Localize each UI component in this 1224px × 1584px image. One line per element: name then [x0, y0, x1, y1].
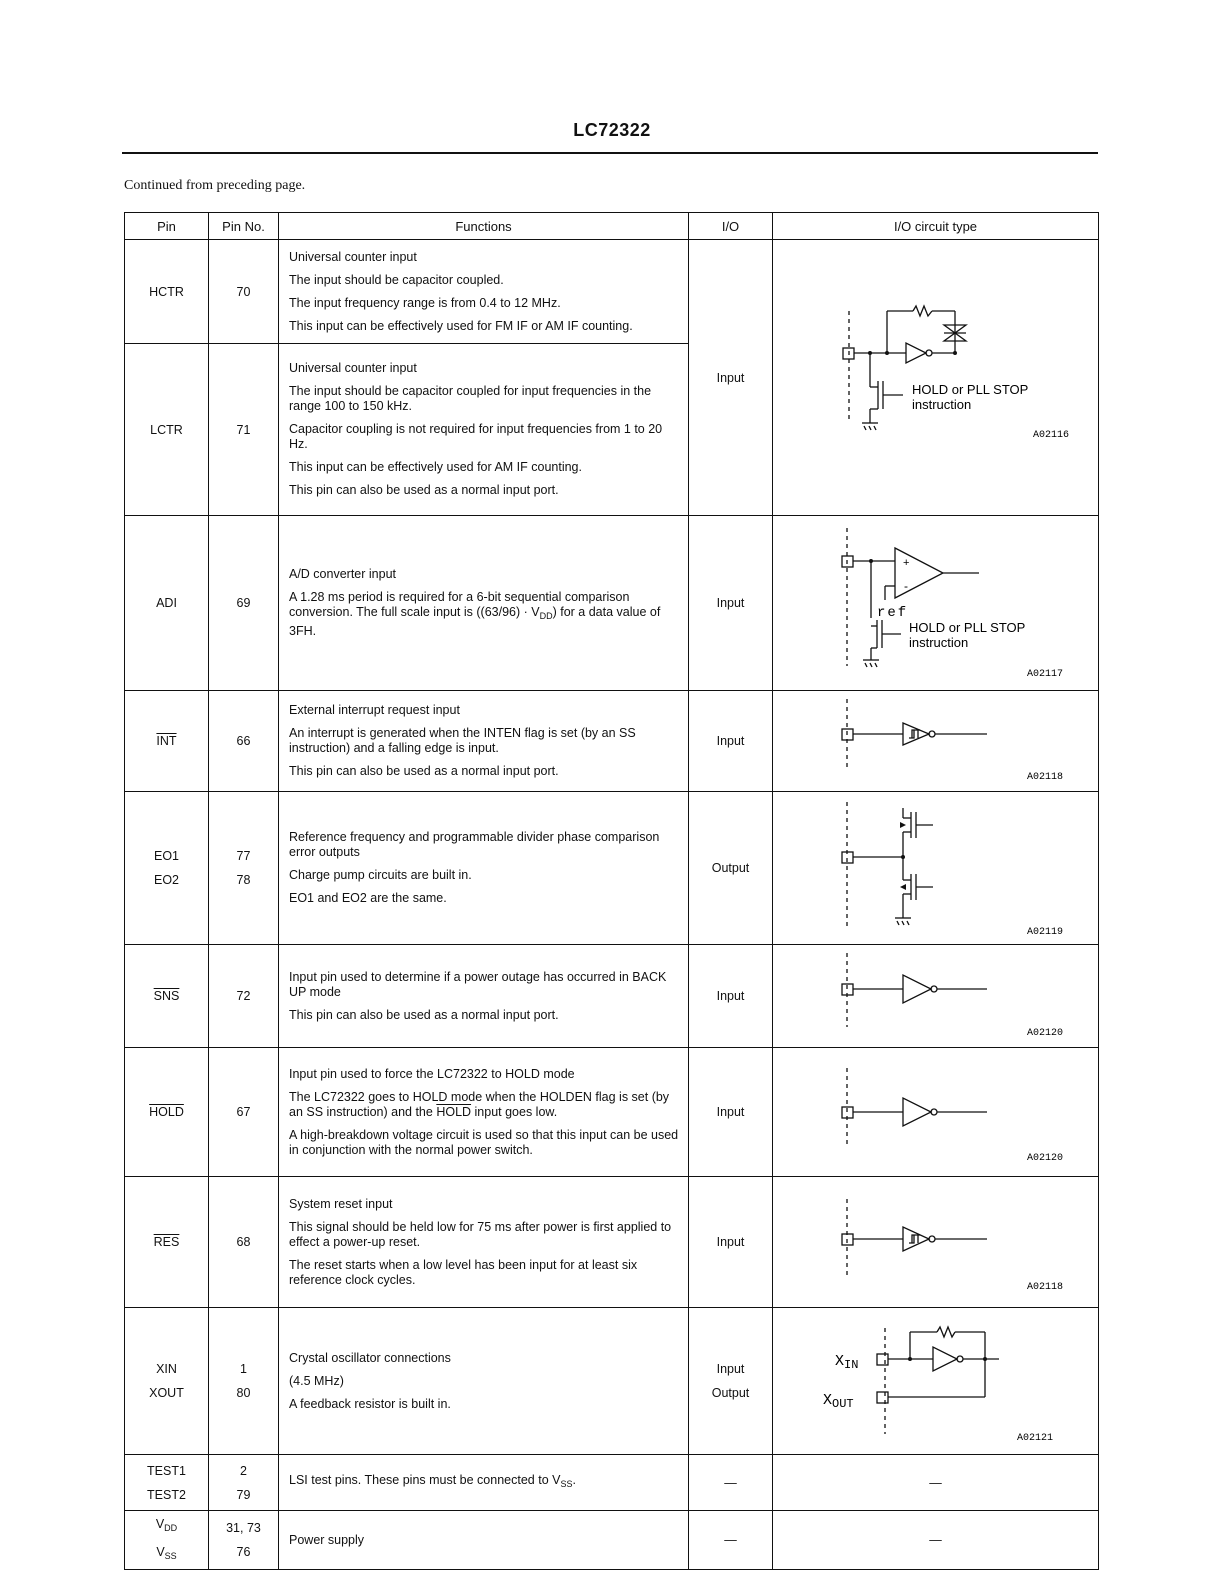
function-text-part: LSI test pins. These pins must be connected to V: [289, 1473, 561, 1487]
pin-name-text: HOLD: [149, 1105, 184, 1119]
function-text: This input can be effectively used for FM IF or AM IF counting.: [289, 318, 633, 333]
charge-pump-output-circuit: [773, 792, 1099, 945]
figure-code: A02119: [1027, 927, 1064, 938]
pin-name-text: TEST1: [147, 1463, 186, 1478]
function-text: Power supply: [289, 1532, 365, 1547]
pin-number-text: 31, 73: [226, 1521, 261, 1535]
io-type: —: [689, 1455, 773, 1511]
pin-name: HCTR: [125, 240, 209, 344]
adc-circuit-diagram: [773, 516, 1099, 690]
pin-name-text: EO2: [153, 873, 179, 887]
io-type-text: Output: [711, 1386, 750, 1400]
instruction-label: instruction: [909, 635, 969, 650]
minus-sign: -: [904, 579, 908, 593]
pin-name: [125, 792, 209, 945]
figure-code: A02120: [1027, 1153, 1064, 1164]
function-text: Input pin used to determine if a power outage has occurred in BACK UP mode: [289, 969, 667, 999]
function-cell: [279, 1455, 689, 1511]
pin-name: [125, 691, 209, 792]
pin-name-text: V: [156, 1545, 165, 1559]
function-text: A/D converter input: [289, 567, 396, 581]
page-title: LC72322: [573, 120, 651, 140]
function-cell: [279, 1308, 689, 1455]
counter-circuit-diagram: [773, 241, 1099, 515]
function-cell: [279, 945, 689, 1048]
function-text: External interrupt request input: [289, 703, 460, 717]
ref-label: ref: [877, 605, 909, 621]
pin-name: [125, 945, 209, 1048]
pin-number: 69: [209, 516, 279, 691]
function-text: Reference frequency and programmable divider phase comparison error outputs: [289, 830, 660, 859]
pin-number: [209, 1511, 279, 1570]
function-cell: [279, 1511, 689, 1570]
io-type: Input: [689, 1177, 773, 1308]
xtal-circuit-diagram: [773, 1308, 1099, 1454]
function-text: This signal should be held low for 75 ms after power is first applied to effect a power-up reset.: [289, 1219, 672, 1249]
hold-circuit-diagram: [773, 1048, 1099, 1176]
function-text: This pin can also be used as a normal input port.: [289, 483, 559, 497]
pin-number-text: 79: [236, 1487, 251, 1502]
pin-name: [125, 1048, 209, 1177]
schmitt-input-circuit: [773, 691, 1099, 792]
circuit-type: —: [773, 1455, 1099, 1511]
pin-name-text: $\overline{SNS}$: [153, 989, 180, 1003]
table-row: [125, 1308, 1099, 1455]
pin-subscript: DD: [164, 1523, 178, 1533]
table-row: [125, 1511, 1099, 1570]
xout-letter: X: [823, 1392, 833, 1409]
pin-number: [209, 1455, 279, 1511]
col-header-io: I/O: [689, 213, 773, 240]
function-text: The reset starts when a low level has been input for at least six reference clock cycles.: [289, 1257, 638, 1287]
plus-sign: +: [903, 557, 910, 569]
pin-number: 68: [209, 1177, 279, 1308]
input-buffer-circuit: [773, 1048, 1099, 1177]
crystal-oscillator-circuit: [773, 1308, 1099, 1455]
figure-code: A02116: [1033, 429, 1070, 441]
pin-number: [209, 792, 279, 945]
function-text-part: The LC72322 goes to HOLD mode when the HOLDEN flag is set (by an SS instruction) and the: [289, 1089, 670, 1119]
function-text: [289, 1473, 680, 1492]
pin-number-text: 1: [240, 1362, 247, 1376]
pin-name: [125, 1177, 209, 1308]
io-type-text: Input: [716, 1362, 745, 1376]
pin-name-text: $\overline{INT}$: [156, 734, 177, 748]
xout-subscript: OUT: [832, 1397, 854, 1411]
sns-circuit-diagram: [773, 945, 1099, 1047]
function-text: Input pin used to force the LC72322 to HOLD mode: [289, 1066, 575, 1081]
io-type: —: [689, 1511, 773, 1570]
figure-code: A02117: [1027, 669, 1064, 680]
function-text: A feedback resistor is built in.: [289, 1396, 451, 1411]
pin-number-text: 76: [236, 1545, 251, 1559]
io-type: [689, 1308, 773, 1455]
pin-name: LCTR: [125, 344, 209, 516]
pin-number: [209, 1308, 279, 1455]
function-text: Universal counter input: [289, 249, 417, 264]
function-text-part: A 1.28 ms period is required for a 6-bit sequential comparison conversion. The full scale input is ((63/96) · V: [289, 590, 630, 619]
xin-label: [835, 1353, 858, 1372]
pin-number: 72: [209, 945, 279, 1048]
function-text: Charge pump circuits are built in.: [289, 868, 472, 882]
function-text: The input should be capacitor coupled for input frequencies in the range 100 to 150 kHz.: [289, 384, 652, 413]
hold-pll-stop-label: HOLD or PLL STOP: [909, 620, 1026, 635]
io-type: Input: [689, 691, 773, 792]
vss-pin: [126, 1540, 207, 1568]
io-type: Input: [689, 516, 773, 691]
function-cell: [279, 516, 689, 691]
xin-subscript: IN: [844, 1358, 859, 1372]
title-rule: [122, 152, 1098, 154]
pin-name-text: XOUT: [149, 1386, 184, 1400]
function-text: A high-breakdown voltage circuit is used so that this input can be used in conjunction with the normal power switch.: [289, 1127, 679, 1157]
pin-number-text: 80: [236, 1386, 251, 1400]
table-row: [125, 1048, 1099, 1177]
function-cell: [279, 691, 689, 792]
pin-name-text: $\overline{RES}$: [153, 1235, 180, 1249]
vdd-pin: [126, 1512, 207, 1540]
io-type: Input: [689, 1048, 773, 1177]
table-row: [125, 945, 1099, 1048]
function-cell: [279, 344, 689, 516]
res-circuit-diagram: [773, 1177, 1099, 1307]
function-cell: [279, 1177, 689, 1308]
function-text: The input should be capacitor coupled.: [289, 272, 504, 287]
function-text: [289, 590, 680, 639]
input-buffer-circuit: [773, 945, 1099, 1048]
instruction-label: instruction: [912, 396, 972, 412]
function-text: [289, 1090, 680, 1120]
counter-input-circuit: [773, 240, 1099, 516]
figure-code: A02120: [1027, 1028, 1064, 1039]
hold-pll-stop-label: HOLD or PLL STOP: [912, 381, 1029, 397]
xout-label: [823, 1392, 854, 1411]
table-row: [125, 240, 1099, 344]
table-header-row: [125, 213, 1099, 240]
function-text: The input frequency range is from 0.4 to 12 MHz.: [289, 295, 561, 310]
col-header-functions: Functions: [279, 213, 689, 240]
function-cell: [279, 1048, 689, 1177]
pin-subscript: SS: [164, 1551, 177, 1561]
circuit-type: —: [773, 1511, 1099, 1570]
pin-function-table: [124, 212, 1099, 1570]
io-type: Output: [689, 792, 773, 945]
table-row: [125, 792, 1099, 945]
io-type: Input: [689, 240, 773, 516]
pin-number-text: 78: [236, 873, 251, 887]
table-row: [125, 1455, 1099, 1511]
pin-name-text: V: [155, 1517, 165, 1531]
function-text-part: .: [572, 1473, 576, 1487]
pin-name: ADI: [125, 516, 209, 691]
function-text-part: ) for a data value of 3FH.: [289, 605, 661, 638]
pin-number: 71: [209, 344, 279, 516]
pin-name-text: EO1: [153, 849, 179, 863]
function-cell: [279, 240, 689, 344]
pin-number-text: 2: [240, 1463, 247, 1478]
vdd-subscript: DD: [539, 611, 553, 621]
figure-code: A02121: [1017, 1433, 1054, 1444]
function-text: EO1 and EO2 are the same.: [289, 891, 447, 905]
function-text: Universal counter input: [289, 361, 417, 375]
xin-letter: X: [835, 1353, 845, 1370]
figure-code: A02118: [1027, 1282, 1064, 1293]
function-cell: [279, 792, 689, 945]
pin-number: 70: [209, 240, 279, 344]
vss-subscript: SS: [560, 1479, 573, 1489]
function-text-part: input goes low.: [471, 1104, 558, 1119]
function-text: System reset input: [289, 1196, 393, 1211]
pin-name-text: XIN: [156, 1362, 177, 1376]
pin-name: [125, 1308, 209, 1455]
eo-circuit-diagram: [773, 792, 1099, 944]
pin-name-text: TEST2: [147, 1487, 186, 1502]
col-header-pin-no: Pin No.: [209, 213, 279, 240]
pin-name: [125, 1511, 209, 1570]
function-text: Capacitor coupling is not required for input frequencies from 1 to 20 Hz.: [289, 422, 663, 451]
hold-overline-text: HOLD: [436, 1104, 472, 1119]
function-text: An interrupt is generated when the INTEN flag is set (by an SS instruction) and a falling edge is input.: [289, 726, 636, 755]
pin-number: 66: [209, 691, 279, 792]
function-text: This pin can also be used as a normal input port.: [289, 1007, 559, 1022]
col-header-circuit: I/O circuit type: [773, 213, 1099, 240]
function-text: Crystal oscillator connections: [289, 1350, 451, 1365]
function-text: This pin can also be used as a normal input port.: [289, 764, 559, 778]
adc-input-circuit: [773, 516, 1099, 691]
col-header-pin: Pin: [125, 213, 209, 240]
pin-number: 67: [209, 1048, 279, 1177]
table-row: [125, 516, 1099, 691]
function-text: This input can be effectively used for AM IF counting.: [289, 460, 582, 474]
table-row: [125, 691, 1099, 792]
schmitt-input-circuit: [773, 1177, 1099, 1308]
table-row: [125, 1177, 1099, 1308]
function-text: (4.5 MHz): [289, 1373, 344, 1388]
pin-number-text: 77: [236, 849, 251, 863]
int-circuit-diagram: [773, 691, 1099, 791]
io-type: Input: [689, 945, 773, 1048]
figure-code: A02118: [1027, 772, 1064, 783]
pin-name: [125, 1455, 209, 1511]
continued-note: Continued from preceding page.: [124, 178, 306, 193]
